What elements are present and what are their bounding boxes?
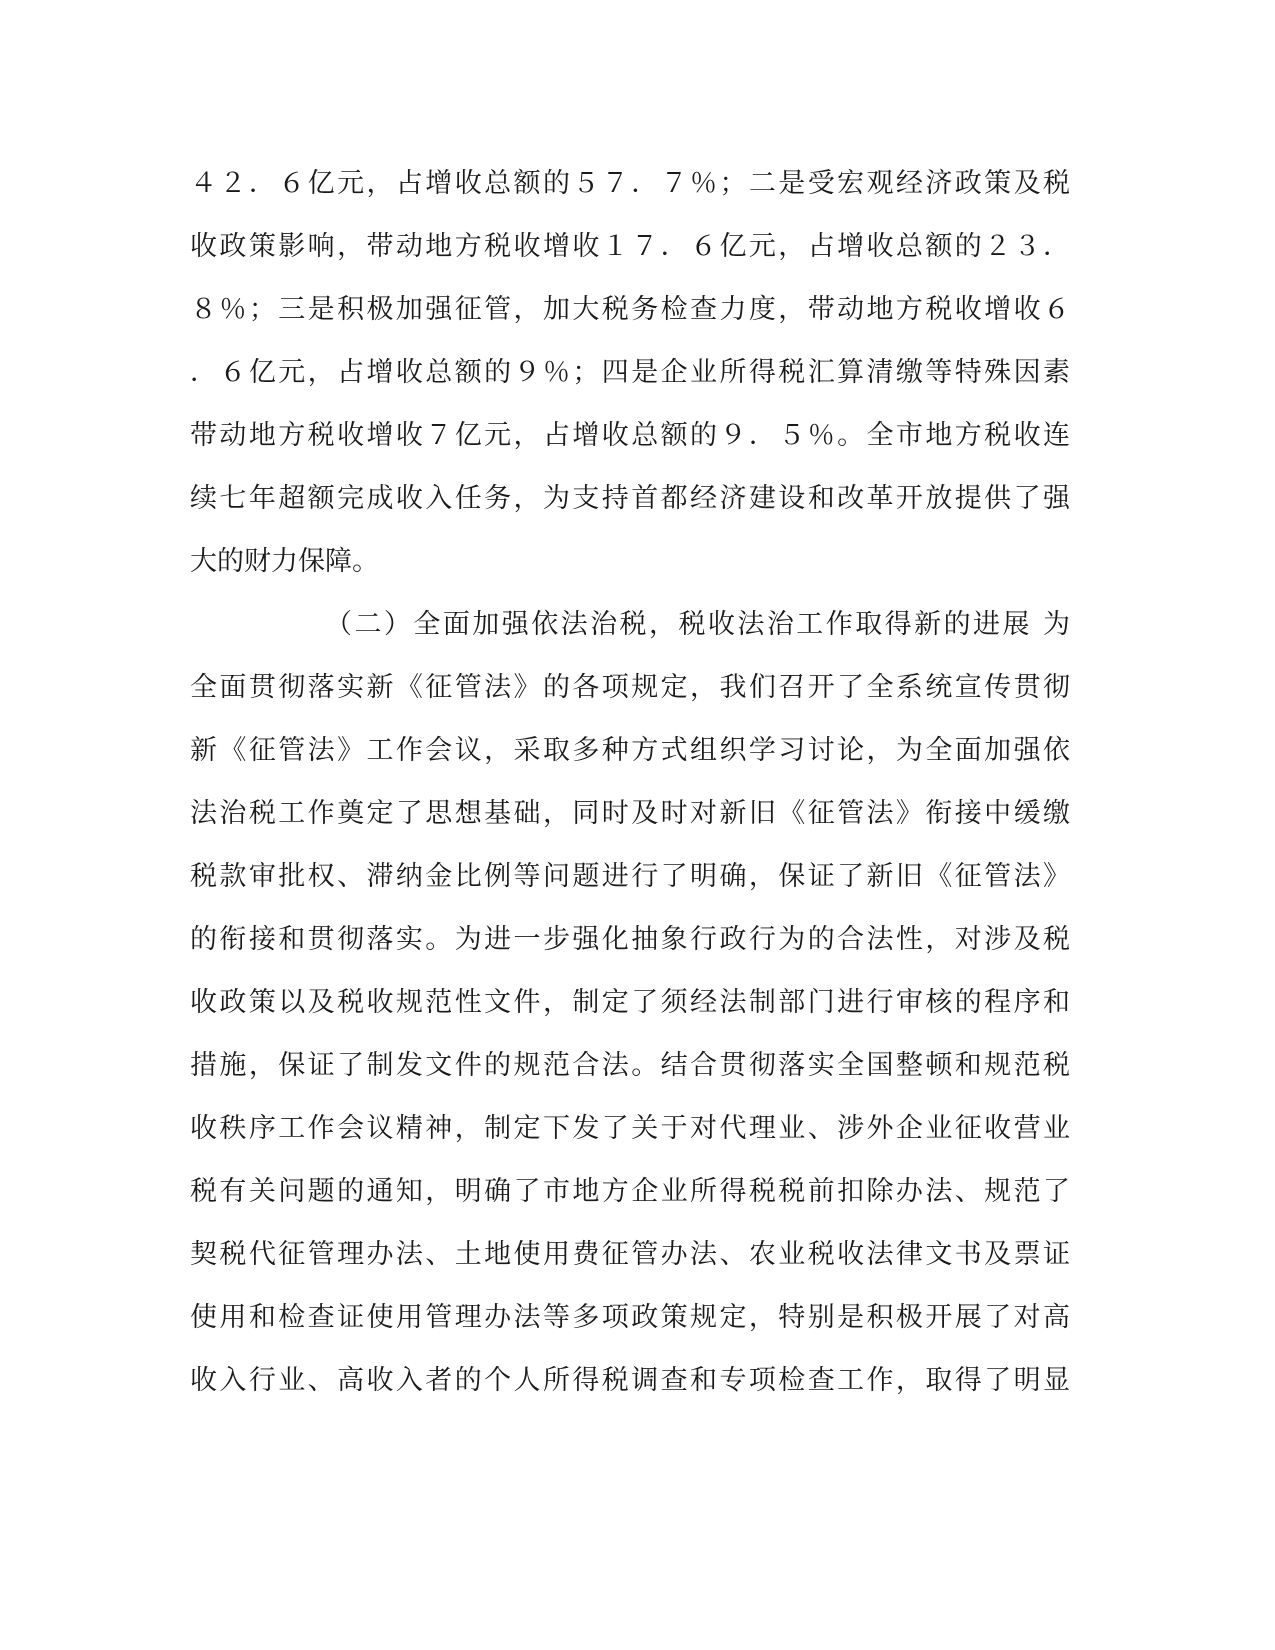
text-line: 措施，保证了制发文件的规范合法。结合贯彻落实全国整顿和规范税: [190, 1050, 1070, 1081]
body-text: [190, 152, 1070, 1412]
text-line: 新《征管法》工作会议，采取多种方式组织学习讨论，为全面加强依: [190, 735, 1070, 766]
text-line: ８％；三是积极加强征管，加大税务检查力度，带动地方税收增收６: [190, 294, 1070, 325]
text-line: 税款审批权、滞纳金比例等问题进行了明确，保证了新旧《征管法》: [190, 861, 1070, 892]
text-line: 收入行业、高收入者的个人所得税调查和专项检查工作，取得了明显: [190, 1365, 1070, 1396]
text-line: ４２．６亿元，占增收总额的５７．７％；二是受宏观经济政策及税: [190, 168, 1070, 199]
text-line: 法治税工作奠定了思想基础，同时及时对新旧《征管法》衔接中缓缴: [190, 798, 1070, 829]
text-line: 税有关问题的通知，明确了市地方企业所得税税前扣除办法、规范了: [190, 1176, 1070, 1207]
text-line: 带动地方税收增收７亿元，占增收总额的９．５％。全市地方税收连: [190, 420, 1070, 451]
section-heading-line: （二）全面加强依法治税，税收法治工作取得新的进展 为: [325, 609, 1070, 640]
text-line: 的衔接和贯彻落实。为进一步强化抽象行政行为的合法性，对涉及税: [190, 924, 1070, 955]
text-line: 收政策以及税收规范性文件，制定了须经法制部门进行审核的程序和: [190, 987, 1070, 1018]
text-line: 收秩序工作会议精神，制定下发了关于对代理业、涉外企业征收营业: [190, 1113, 1070, 1144]
text-line: 续七年超额完成收入任务，为支持首都经济建设和改革开放提供了强: [190, 483, 1070, 514]
text-line: 全面贯彻落实新《征管法》的各项规定，我们召开了全系统宣传贯彻: [190, 672, 1070, 703]
text-line: 契税代征管理办法、土地使用费征管办法、农业税收法律文书及票证: [190, 1239, 1070, 1270]
text-line: 大的财力保障。: [190, 546, 379, 577]
text-line: 使用和检查证使用管理办法等多项政策规定，特别是积极开展了对高: [190, 1302, 1070, 1333]
text-line: ．６亿元，占增收总额的９％；四是企业所得税汇算清缴等特殊因素: [190, 357, 1070, 388]
text-line: 收政策影响，带动地方税收增收１７．６亿元，占增收总额的２３．: [190, 231, 1070, 262]
